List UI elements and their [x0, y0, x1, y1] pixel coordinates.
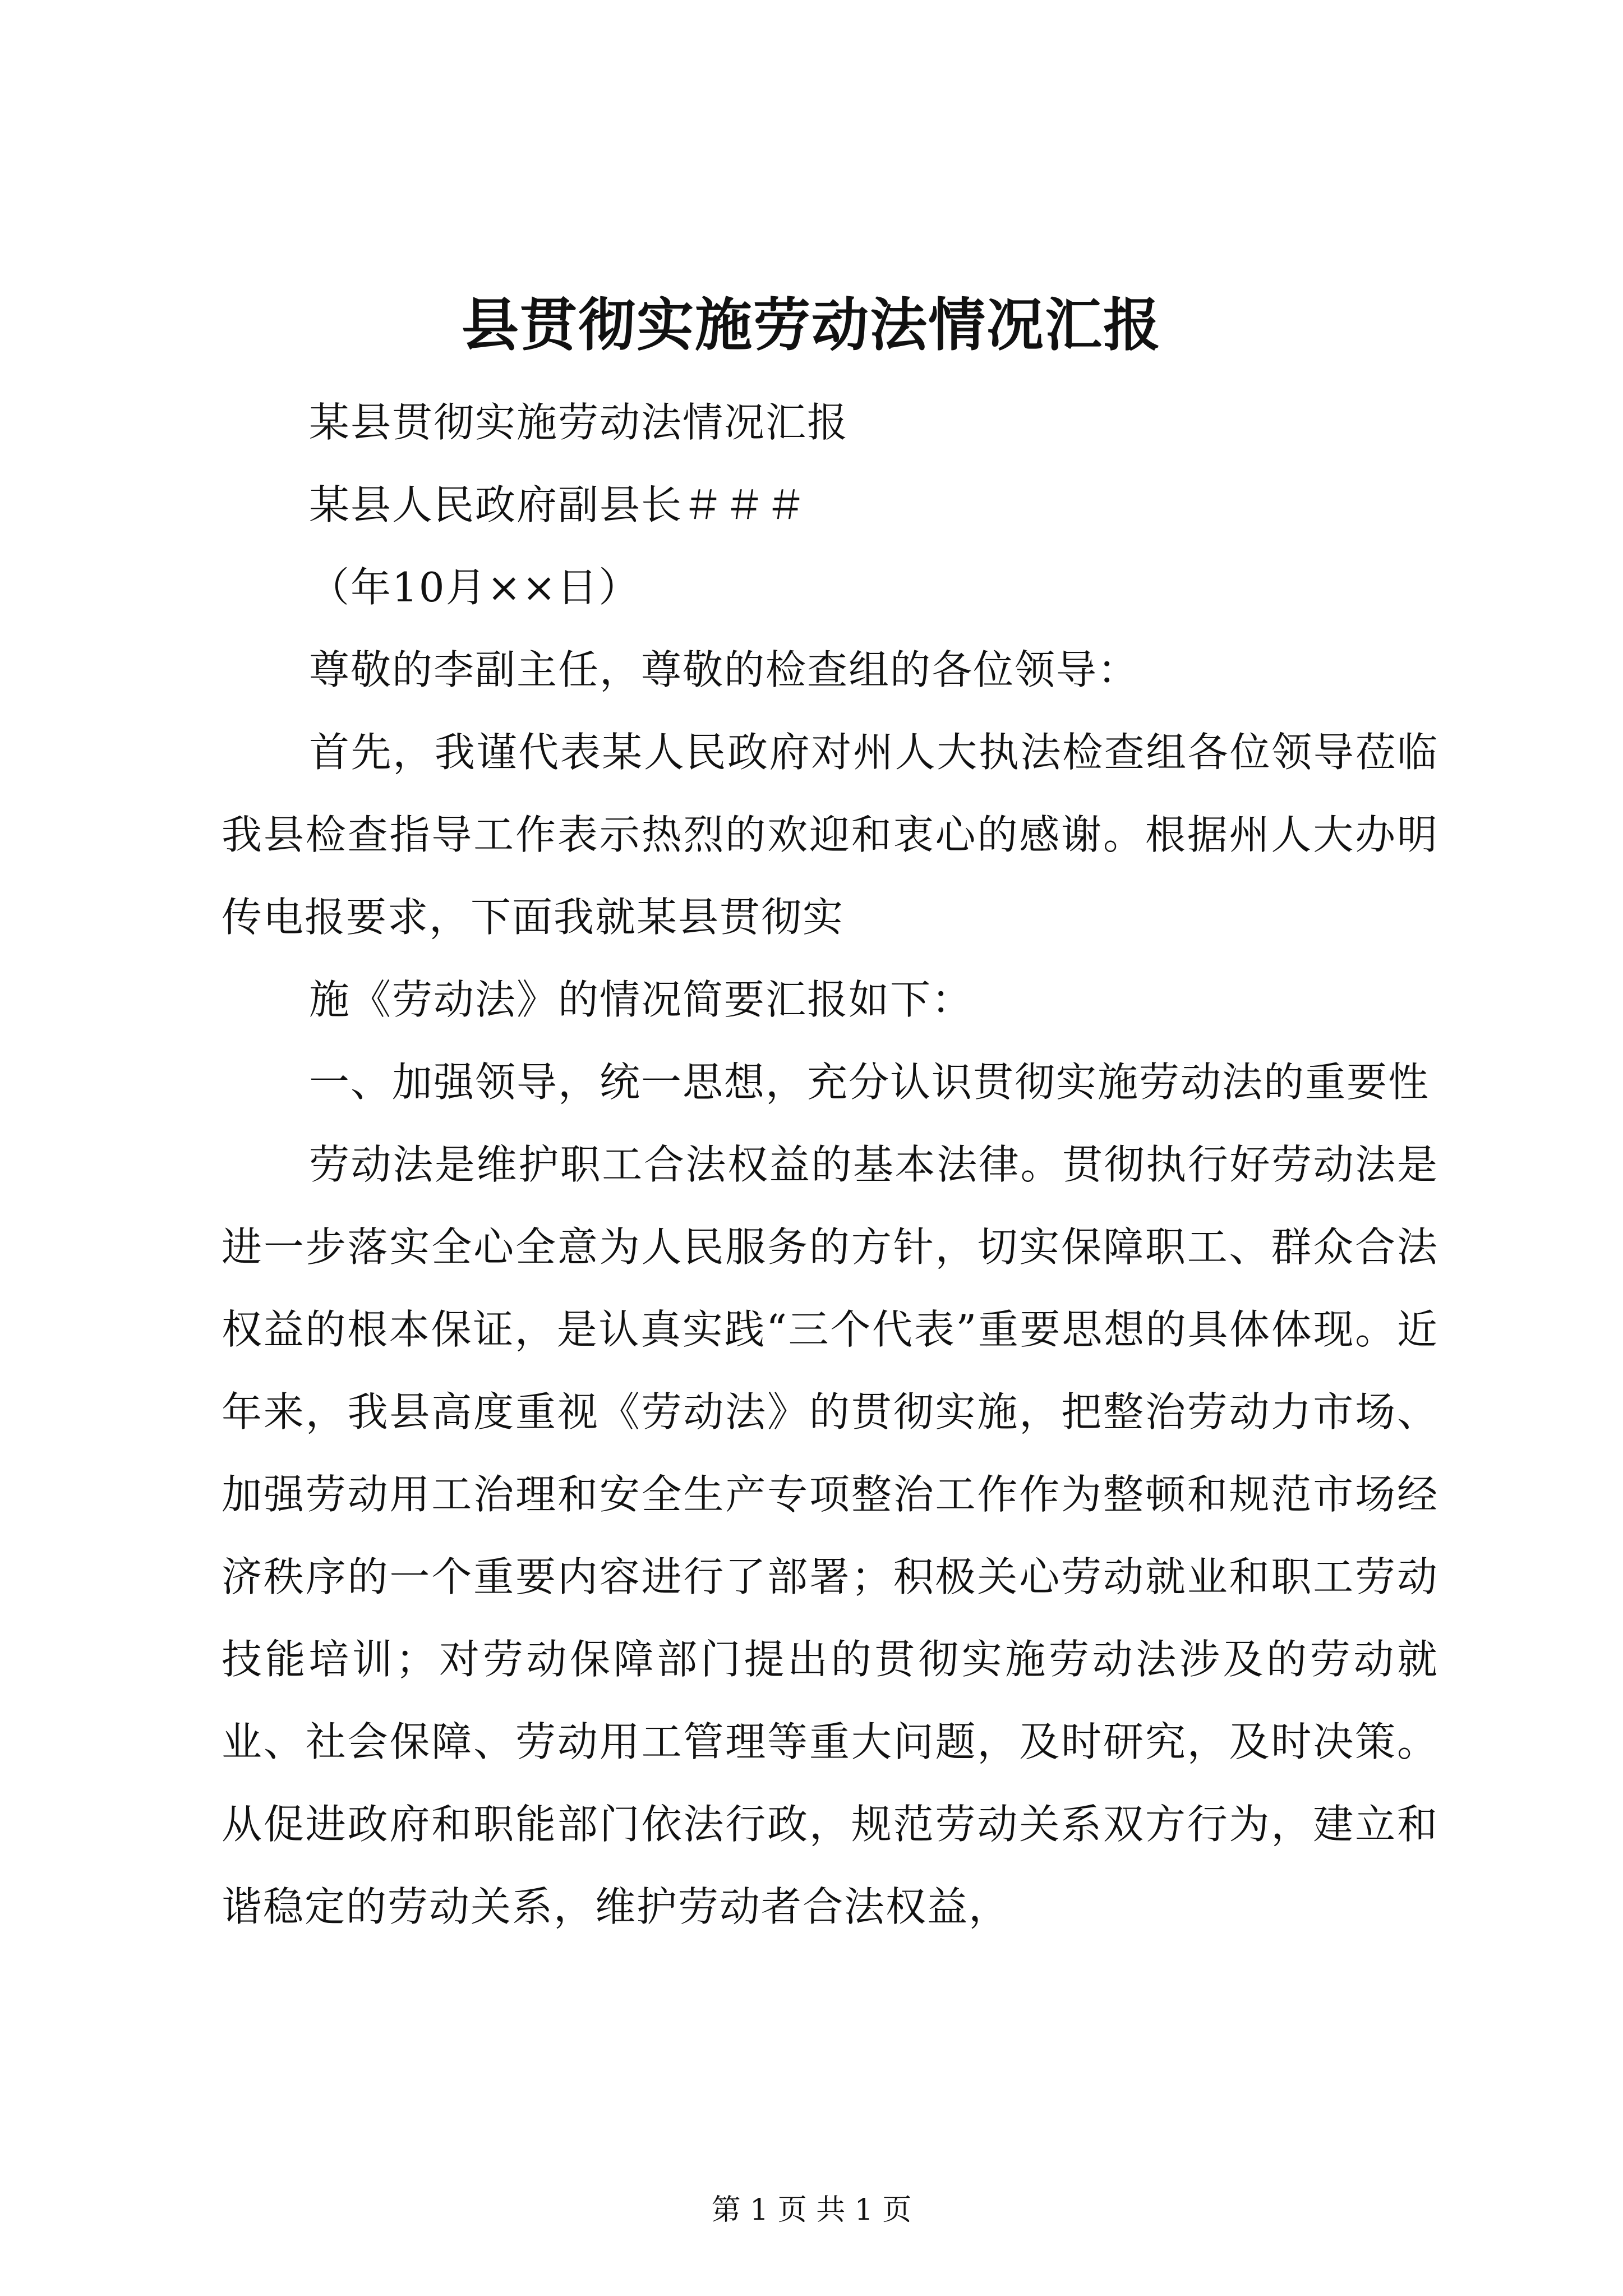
page-number: 第 1 页 共 1 页: [711, 2193, 912, 2227]
paragraph-salutation: 尊敬的李副主任，尊敬的检查组的各位领导：: [309, 646, 1140, 693]
paragraph-date: （年10月××日）: [309, 564, 640, 611]
paragraph-intro-continued: 施《劳动法》的情况简要汇报如下：: [309, 976, 974, 1023]
document-title: 县贯彻实施劳动法情况汇报: [462, 292, 1161, 359]
document-body: [222, 381, 1438, 1948]
paragraph-body: 劳动法是维护职工合法权益的基本法律。贯彻执行好劳动法是进一步落实全心全意为人民服务的方针，切实保障职工、群众合法权益的根本保证，是认真实践“三个代表”重要思想的具体体现。近年来，我县高度重视《劳动法》的贯彻实施，把整治劳动力市场、加强劳动用工治理和安全生产专项整治工作作为整顿和规范市场经济秩序的一个重要内容进行了部署；积极关心劳动就业和职工劳动技能培训；对劳动保障部门提出的贯彻实施劳动法涉及的劳动就业、社会保障、劳动用工管理等重大问题，及时研究，及时决策。从促进政府和职能部门依法行政，规范劳动关系双方行为，建立和谐稳定的劳动关系，维护劳动者合法权益，: [222, 1141, 1438, 1930]
paragraph-intro: 首先，我谨代表某人民政府对州人大执法检查组各位领导莅临我县检查指导工作表示热烈的欢迎和衷心的感谢。根据州人大办明传电报要求，下面我就某县贯彻实: [222, 729, 1438, 941]
paragraph-heading: 某县贯彻实施劳动法情况汇报: [309, 399, 849, 446]
section-heading-1: 一、加强领导，统一思想，充分认识贯彻实施劳动法的重要性: [309, 1059, 1430, 1106]
paragraph-author: 某县人民政府副县长＃＃＃: [309, 481, 808, 528]
